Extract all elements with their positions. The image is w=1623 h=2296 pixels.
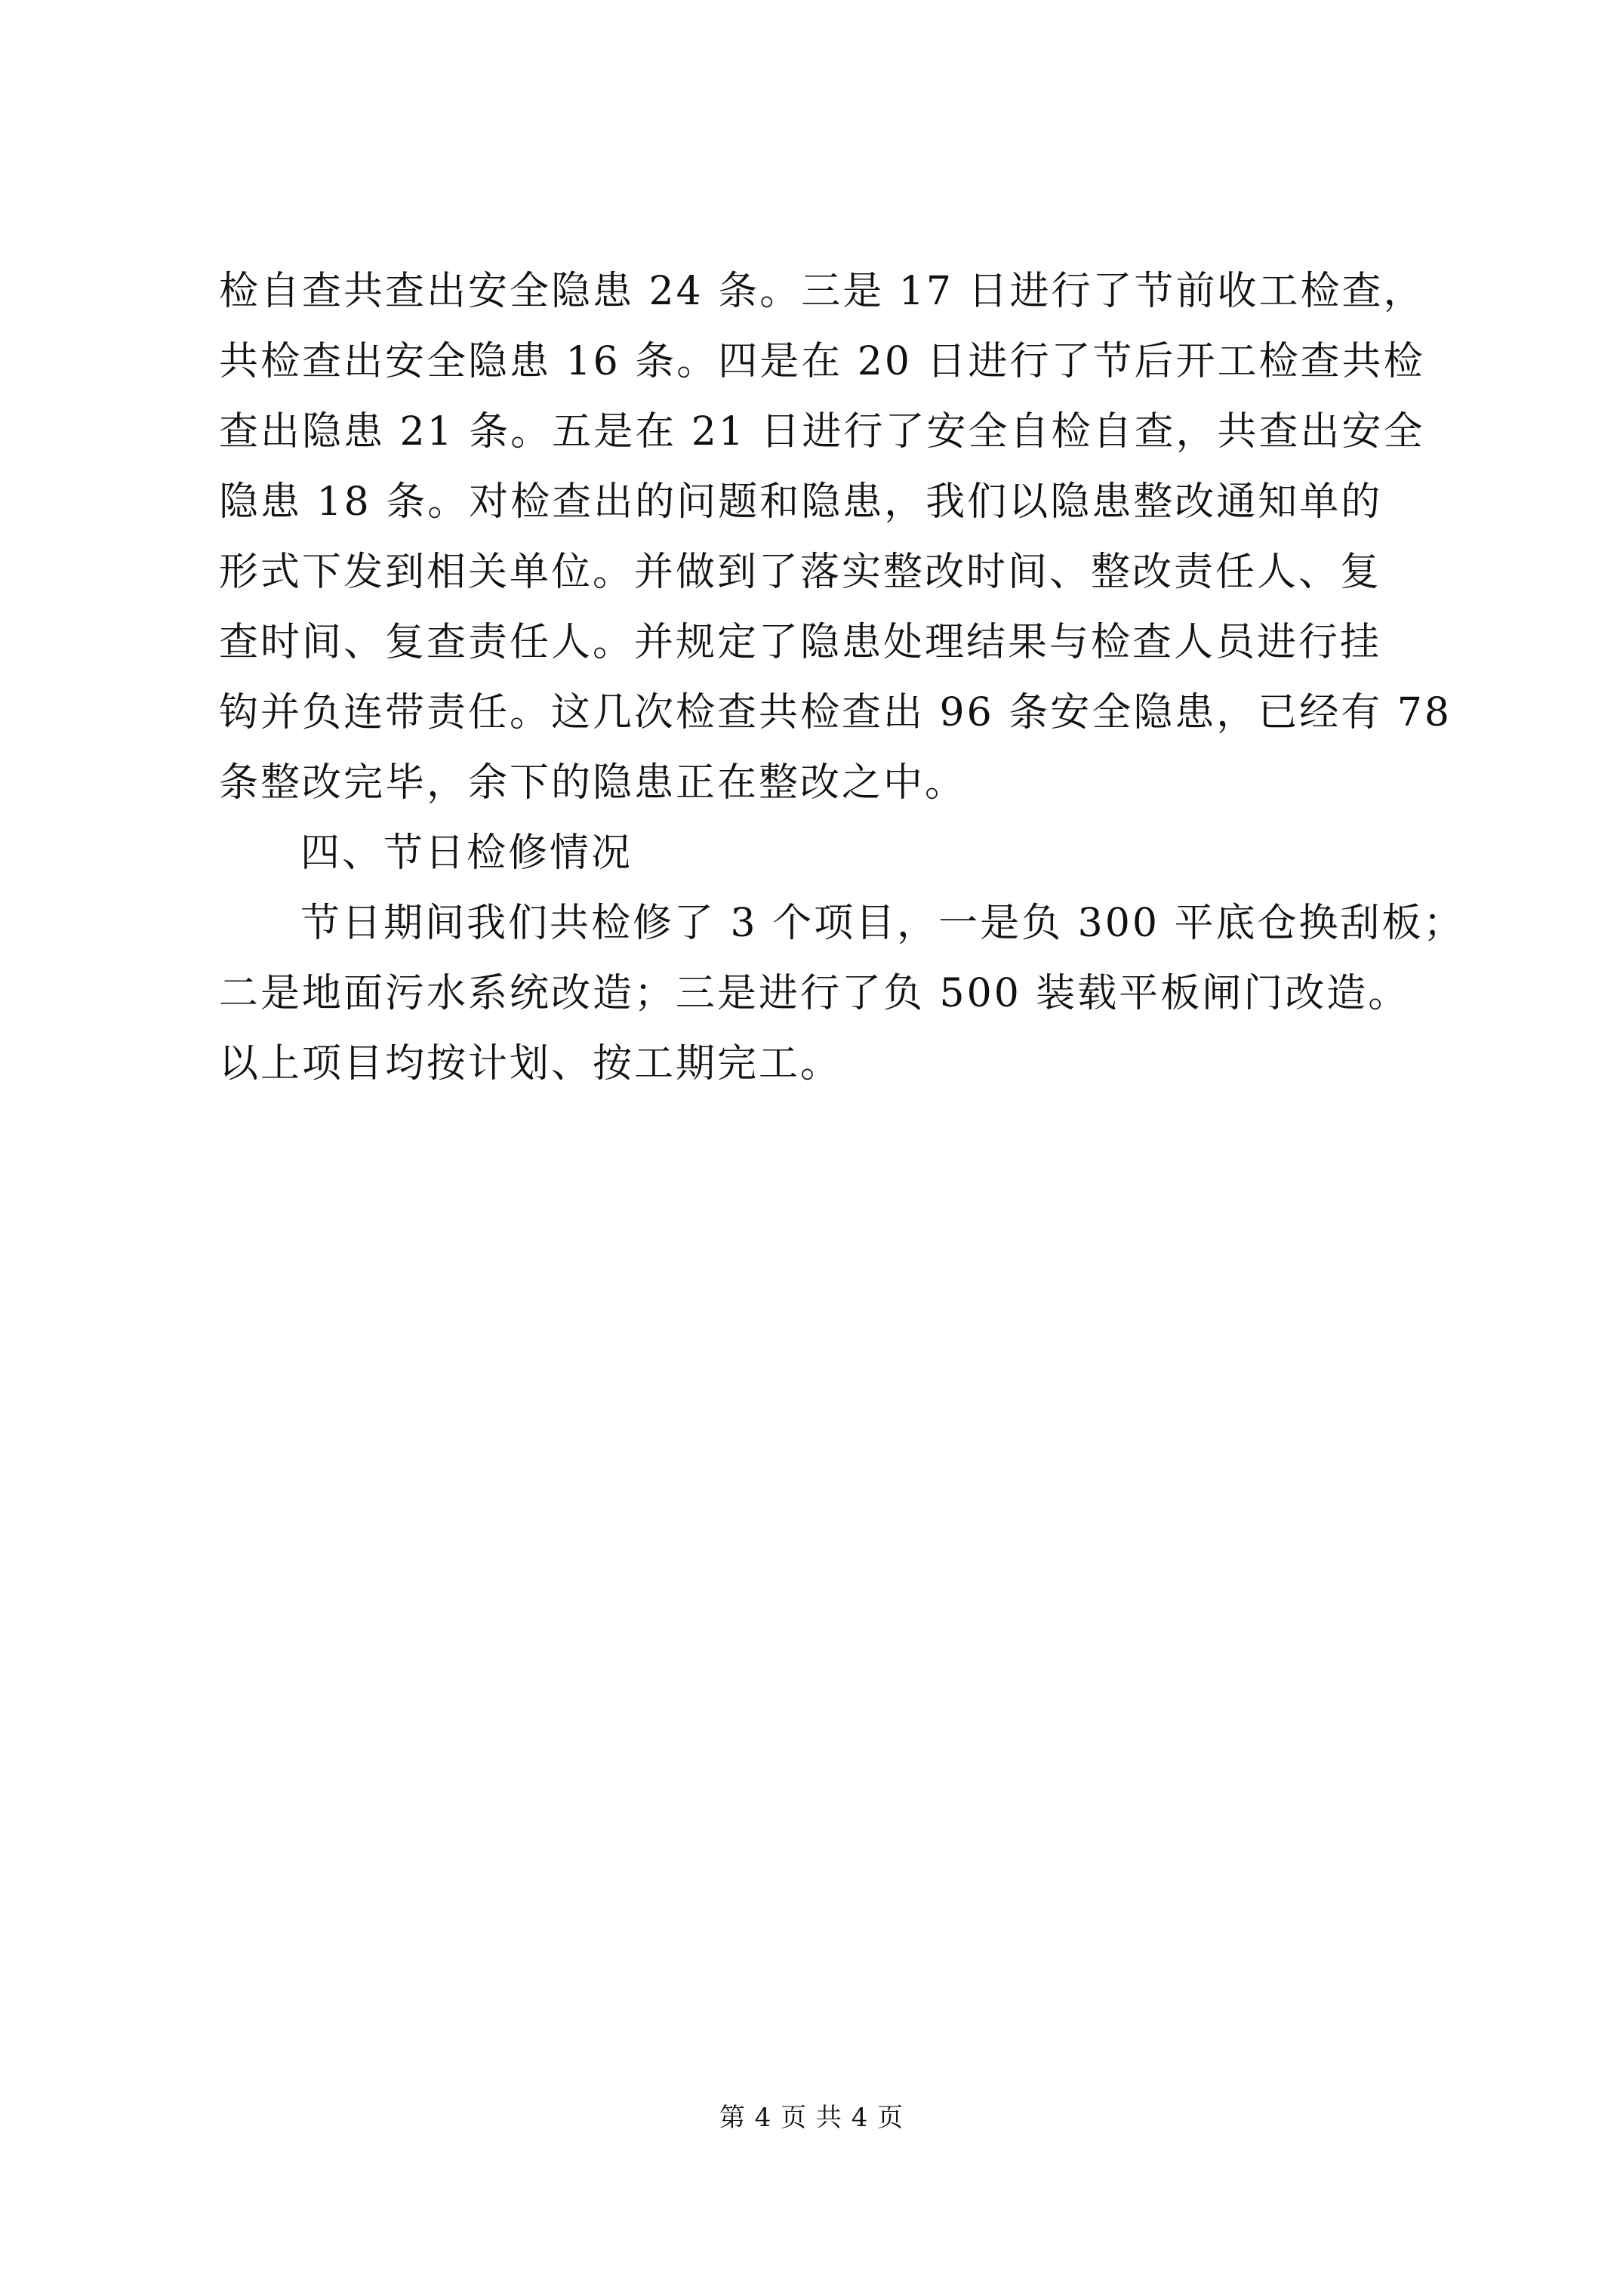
paragraph-line: 形式下发到相关单位。并做到了落实整改时间、整改责任人、复 [219,550,1382,595]
paragraph-line: 查出隐患 21 条。五是在 21 日进行了安全自检自查，共查出安全 [219,409,1425,455]
paragraph-line: 隐患 18 条。对检查出的问题和隐患，我们以隐患整改通知单的 [219,479,1383,525]
paragraph-line: 二是地面污水系统改造；三是进行了负 500 装载平板闸门改造。 [219,971,1410,1016]
paragraph-line: 条整改完毕，余下的隐患正在整改之中。 [219,760,967,806]
paragraph-line: 钩并负连带责任。这几次检查共检查出 96 条安全隐患，已经有 78 [219,690,1452,735]
section-heading: 四、节日检修情况 [300,831,633,876]
body-text [219,257,1465,1099]
page-footer: 第 4 页 共 4 页 [719,2103,904,2133]
paragraph-line: 节日期间我们共检修了 3 个项目，一是负 300 平底仓换刮板； [300,901,1465,946]
paragraph-line: 共检查出安全隐患 16 条。四是在 20 日进行了节后开工检查共检 [219,339,1425,384]
paragraph-line: 以上项目均按计划、按工期完工。 [219,1041,842,1086]
paragraph-line: 检自查共查出安全隐患 24 条。三是 17 日进行了节前收工检查， [219,269,1425,314]
paragraph-line: 查时间、复查责任人。并规定了隐患处理结果与检查人员进行挂 [219,620,1382,665]
